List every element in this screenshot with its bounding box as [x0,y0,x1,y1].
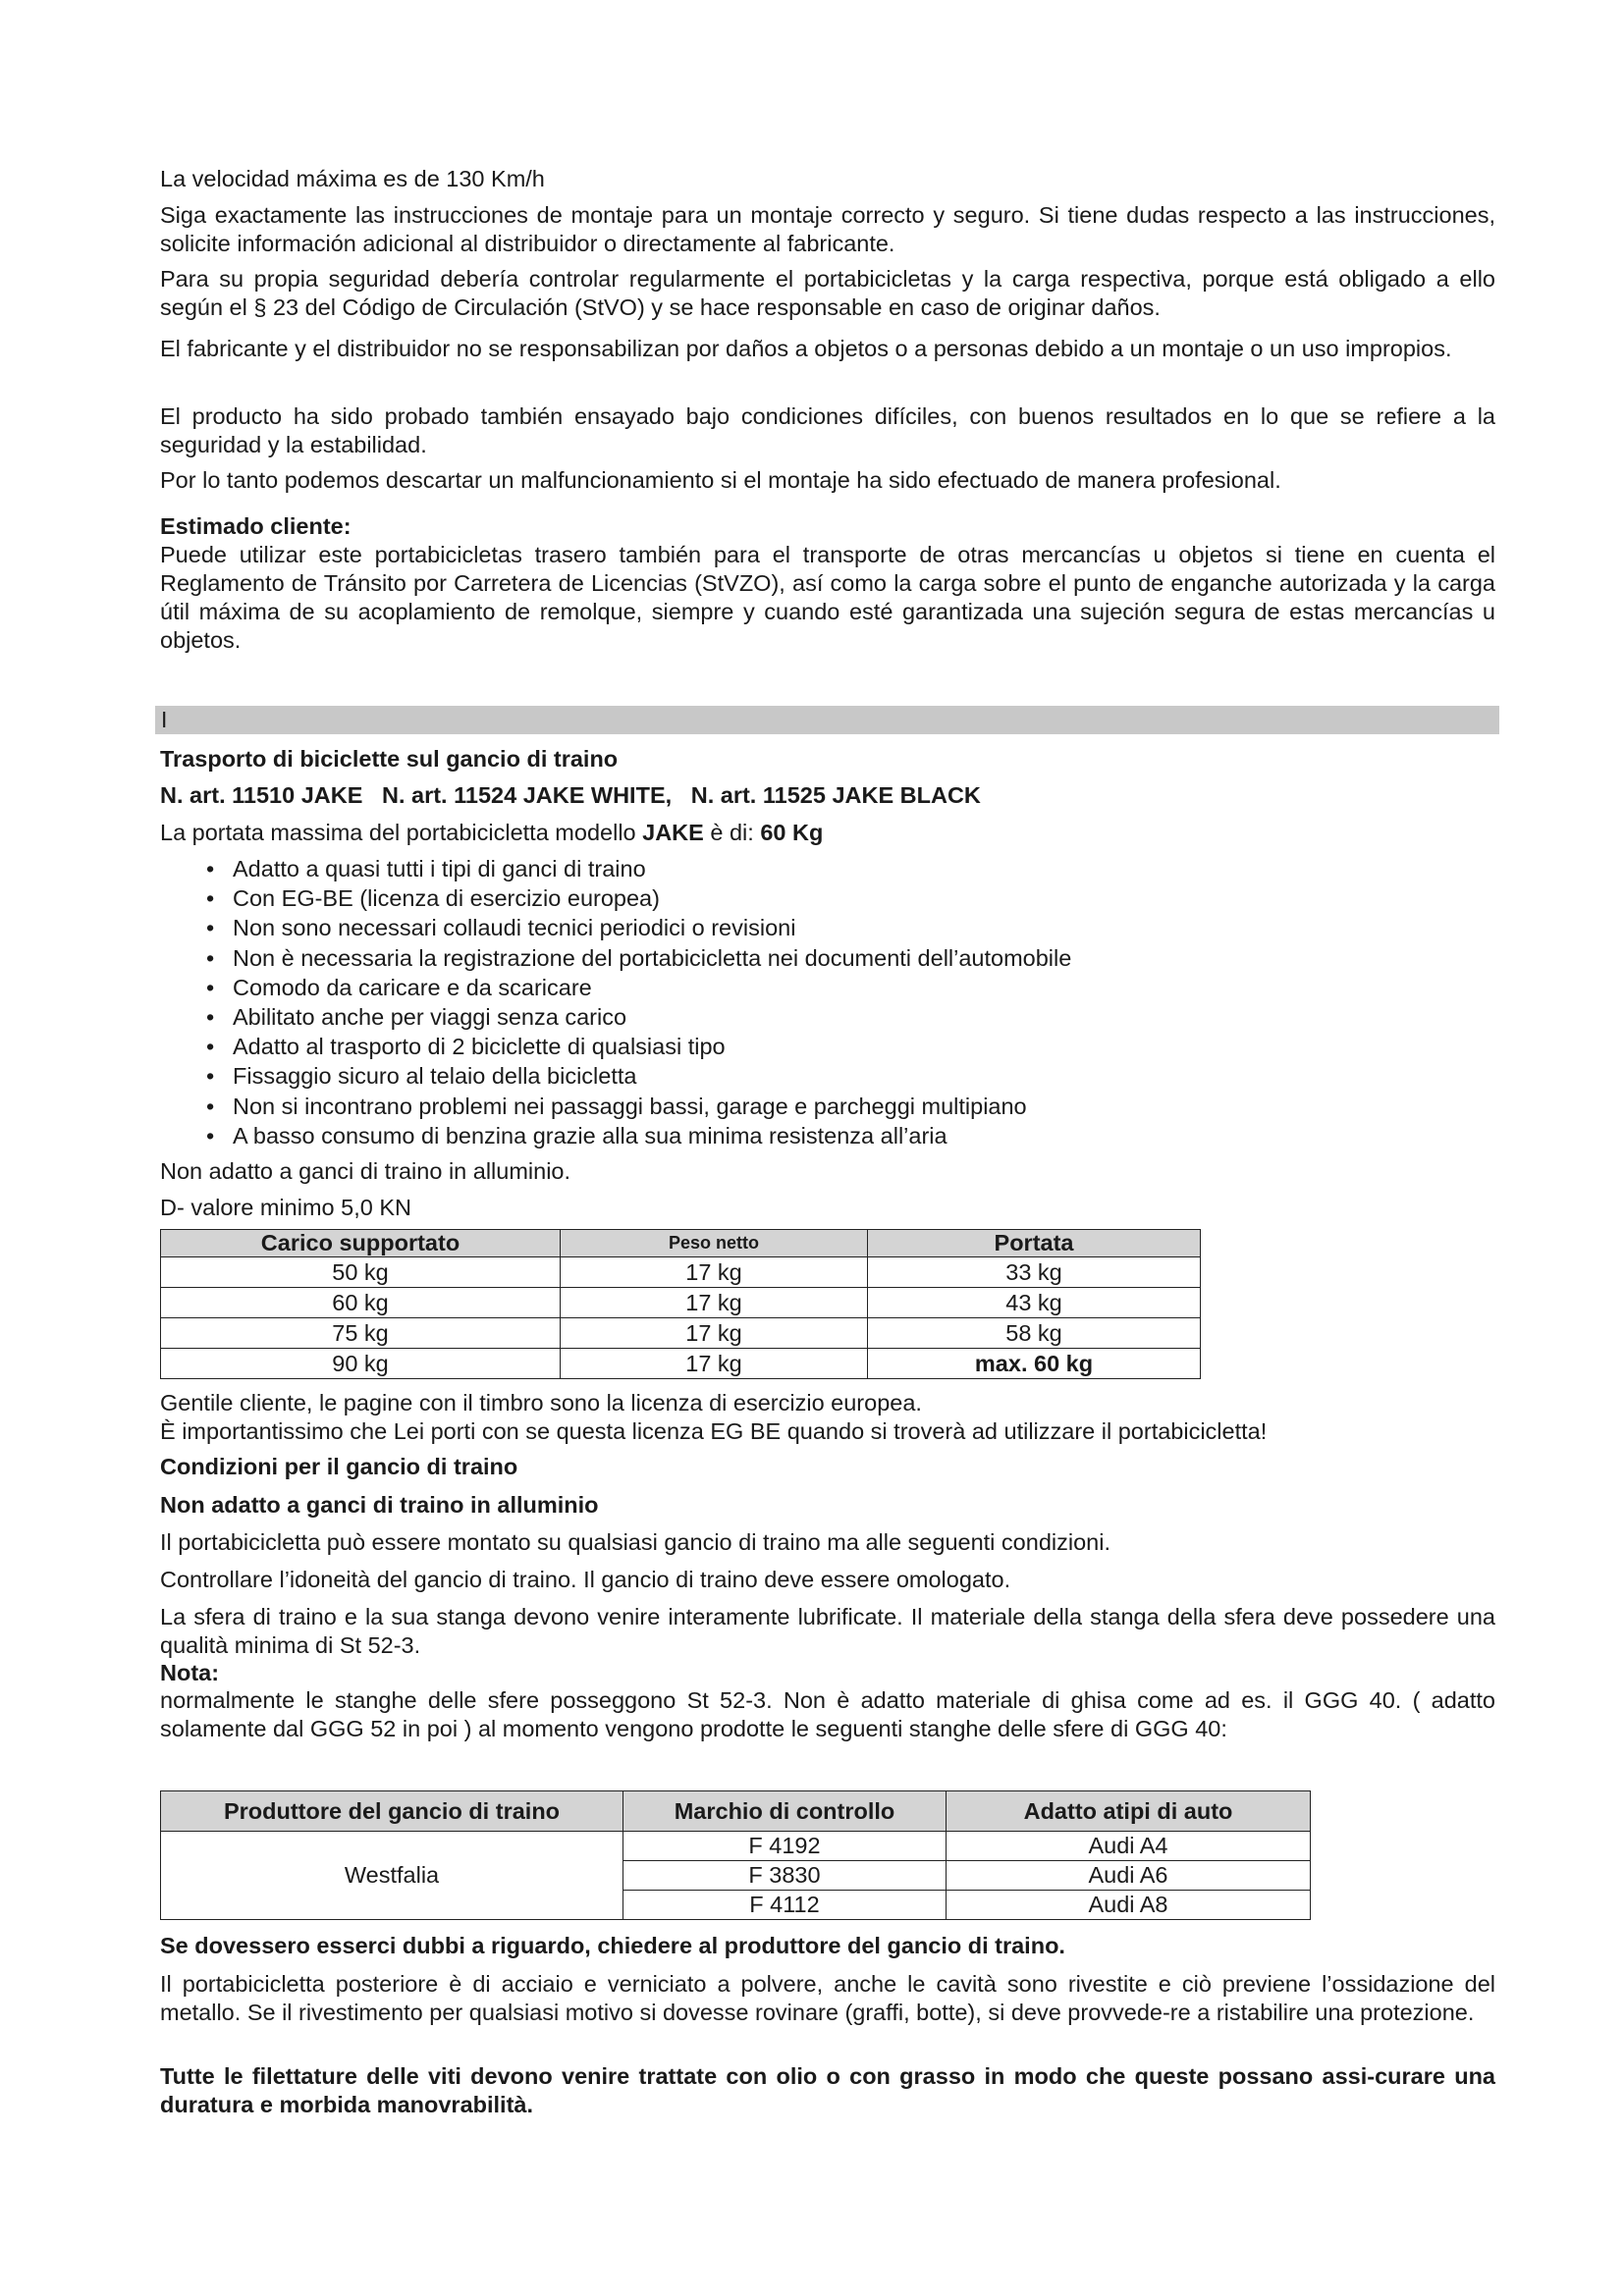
threads-text: Tutte le filettature delle viti devono venire trattate con olio o con grasso in modo che queste possano assi-curare una duratura e morbida manovrabilità. [160,2063,1495,2117]
conditions-text-3: La sfera di traino e la sua stanga devono venire interamente lubrificate. Il materiale della stanga della sfera deve possedere una qualità minima di St 52-3. [160,1604,1495,1658]
table-cell: Audi A6 [947,1861,1311,1891]
table-cell: 75 kg [161,1318,561,1349]
capacity-prefix: La portata massima del portabicicletta modello [160,820,643,845]
list-item: • Non si incontrano problemi nei passaggi bassi, garage e parcheggi multipiano [206,1092,1071,1121]
list-item: • Fissaggio sicuro al telaio della bicicletta [206,1061,1071,1091]
manufacturer-name: Westfalia [344,1862,440,1888]
license-note-2: È importantissimo che Lei porti con se questa licenza EG BE quando si troverà ad utilizzare il portabicicletta! [160,1418,1268,1444]
capacity-value: 60 Kg [760,820,824,845]
table-cell: F 4192 [623,1832,947,1861]
capacity-mid: è di: [703,820,761,845]
d-value-text: D- valore minimo 5,0 KN [160,1195,411,1220]
capacity-model: JAKE [642,820,704,845]
italian-title: Trasporto di biciclette sul gancio di traino [160,746,619,772]
testing-text: El producto ha sido probado también ensayado bajo condiciones difíciles, con buenos resultados en lo que se refiere a la seguridad y la estabilidad. [160,403,1495,457]
table-header: Peso netto [561,1230,868,1257]
list-item: • Adatto a quasi tutti i tipi di ganci di traino [206,854,1071,883]
section-label: I [161,707,168,732]
table-cell: 33 kg [868,1257,1201,1288]
table-header: Produttore del gancio di traino [161,1791,623,1832]
table-cell: F 4112 [623,1891,947,1920]
note-heading: Nota: [160,1660,220,1685]
table-cell: 43 kg [868,1288,1201,1318]
load-table [160,1229,1201,1379]
table-cell: Audi A4 [947,1832,1311,1861]
capacity-line [160,819,1495,847]
list-item: • Abilitato anche per viaggi senza carico [206,1002,1071,1032]
instructions-text: Siga exactamente las instrucciones de montaje para un montaje correcto y seguro. Si tiene dudas respecto a las instrucciones, solicite información adicional al distribuidor o directamente al fabricante. [160,202,1495,256]
table-header: Portata [868,1230,1201,1257]
table-cell: 17 kg [561,1257,868,1288]
conditions-text-1: Il portabicicletta può essere montato su qualsiasi gancio di traino ma alle seguenti condizioni. [160,1529,1110,1555]
table-cell: 17 kg [561,1349,868,1379]
safety-text: Para su propia seguridad debería controlar regularmente el portabicicletas y la carga respectiva, porque está obligado a ello según el § 23 del Código de Circulación (StVO) y se hace responsable en caso de originar daños. [160,266,1495,320]
customer-heading: Estimado cliente: [160,513,352,539]
table-cell: 17 kg [561,1318,868,1349]
not-aluminium-heading: Non adatto a ganci di traino in alluminio [160,1492,599,1518]
table-cell: Audi A8 [947,1891,1311,1920]
table-cell: max. 60 kg [868,1349,1201,1379]
list-item: • Non è necessaria la registrazione del portabicicletta nei documenti dell’automobile [206,943,1071,973]
list-item: • Non sono necessari collaudi tecnici periodici o revisioni [206,913,1071,942]
license-note-1: Gentile cliente, le pagine con il timbro sono la licenza di esercizio europea. [160,1390,922,1415]
feature-list [206,854,1071,1150]
table-cell: 90 kg [161,1349,561,1379]
table-header: Marchio di controllo [623,1791,947,1832]
list-item: • Adatto al trasporto di 2 biciclette di qualsiasi tipo [206,1032,1071,1061]
conditions-heading: Condizioni per il gancio di traino [160,1454,518,1479]
table-header-row [161,1791,1311,1832]
table-cell: F 3830 [623,1861,947,1891]
doubts-text: Se dovessero esserci dubbi a riguardo, chiedere al produttore del gancio di traino. [160,1933,1065,1958]
liability-text: El fabricante y el distribuidor no se responsabilizan por daños a objetos o a personas debido a un montaje o un uso impropios. [160,336,1452,361]
table-row [161,1318,1201,1349]
table-cell: 60 kg [161,1288,561,1318]
table-cell-manufacturer [161,1832,623,1920]
article-numbers: N. art. 11510 JAKE N. art. 11524 JAKE WHITE, N. art. 11525 JAKE BLACK [160,782,981,808]
table-row [161,1288,1201,1318]
table-cell: 58 kg [868,1318,1201,1349]
table-cell: 17 kg [561,1288,868,1318]
speed-limit-text: La velocidad máxima es de 130 Km/h [160,166,545,191]
table-header-row [161,1230,1201,1257]
table-row [161,1832,1311,1861]
table-header: Carico supportato [161,1230,561,1257]
list-item: • Comodo da caricare e da scaricare [206,973,1071,1002]
not-aluminium-text: Non adatto a ganci di traino in alluminio. [160,1158,571,1184]
hitch-table [160,1790,1311,1920]
customer-text: Puede utilizar este portabicicletas trasero también para el transporte de otras mercancías u objetos si tiene en cuenta el Reglamento de Tránsito por Carretera de Licencias (StVZO), así como la carga sobre el punto de enganche autorizada y la carga útil máxima de su acoplamiento de remolque, siempre y cuando esté garantizada una sujeción segura de estas mercancías u objetos. [160,542,1495,653]
italian-section-bar [155,706,1499,734]
note-text: normalmente le stanghe delle sfere posseggono St 52-3. Non è adatto materiale di ghisa come ad es. il GGG 40. ( adatto solamente dal GGG 52 in poi ) al momento vengono prodotte le seguenti stanghe delle sfere di GGG 40: [160,1687,1495,1741]
conditions-text-2: Controllare l’idoneità del gancio di traino. Il gancio di traino deve essere omologato. [160,1567,1011,1592]
list-item: • A basso consumo di benzina grazie alla sua minima resistenza all’aria [206,1121,1071,1150]
malfunction-text: Por lo tanto podemos descartar un malfuncionamiento si el montaje ha sido efectuado de manera profesional. [160,467,1281,493]
table-header: Adatto atipi di auto [947,1791,1311,1832]
list-item: • Con EG-BE (licenza di esercizio europea) [206,883,1071,913]
table-row [161,1349,1201,1379]
table-cell: 50 kg [161,1257,561,1288]
table-row [161,1257,1201,1288]
steel-text: Il portabicicletta posteriore è di acciaio e verniciato a polvere, anche le cavità sono rivestite e ciò previene l’ossidazione del metallo. Se il rivestimento per qualsiasi motivo si dovesse rovinare (graffi, botte), si deve provvede-re a ristabilire una protezione. [160,1971,1495,2025]
